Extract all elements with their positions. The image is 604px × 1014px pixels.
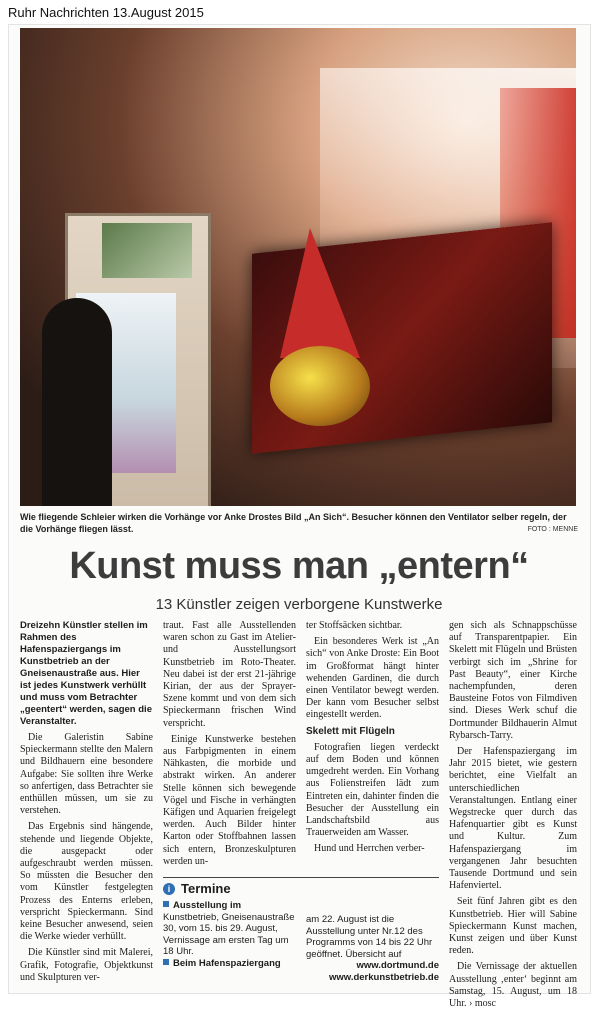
link-kunstbetrieb[interactable]: www.derkunstbetrieb.de — [329, 971, 439, 983]
bullet-square-icon — [163, 901, 169, 907]
paragraph: Die Künstler sind mit Malerei, Grafik, Fotografie, Objektkunst und Skulpturen ver- — [20, 947, 153, 983]
masthead: Ruhr Nachrichten 13.August 2015 — [8, 5, 204, 20]
events-right — [306, 914, 439, 983]
paragraph: Die Vernissage der aktuellen Ausstellung ‚enter‘ beginnt am Samstag, 15. August, um 18 Uhr. › mosc — [449, 961, 577, 1010]
article-column-3 — [306, 620, 439, 878]
link-dortmund[interactable]: www.dortmund.de — [356, 960, 439, 971]
article-column-2 — [163, 620, 296, 878]
paragraph: Fotografien liegen verdeckt auf dem Boden und können umgedreht werden. Ein Vorhang aus Folienstreifen lädt zum Eintreten ein, dahinter finden die Besucher der Ausstellung ein Landschaftsbild aus Trauerweiden am Wasser. — [306, 741, 439, 839]
paragraph: ter Stoffsäcken sichtbar. — [306, 620, 403, 631]
event-item — [163, 900, 299, 958]
event-item-text: Kunstbetrieb, Gneisenaustraße 30, vom 15. bis 29. August, Vernissage am ersten Tag um 18 Uhr. — [163, 911, 295, 957]
paragraph: Einige Kunstwerke bestehen aus Farbpigmenten in einem Nähkasten, die morbide und abstrakt wirken. An anderer Stelle können sich bewegende Vögel und Fische in verhängten Käfigen und Aquarien freigelegt werden. Auch Bilder hinter Karton oder Stoffbahnen lassen sich entern, Bronzeskulpturen werden un- — [163, 733, 296, 867]
event-item-bold: Ausstellung im — [173, 900, 242, 911]
article-column-4 — [449, 620, 577, 1014]
event-item-bold: Beim Hafenspaziergang — [173, 957, 281, 969]
paragraph: Die Galeristin Sabine Spieckermann stellte den Malern und Bildhauern eine besondere Aufgabe: Sie sollten ihre Werke so anfertigen, dass Betrachter sie enthüllen müssen, um sie zu verstehen. — [20, 732, 153, 817]
paragraph: traut. Fast alle Ausstellenden waren schon zu Gast im Atelier- und Ausstellungsort Kunstbetrieb im Roto-Theater. Neu dabei ist der erst 21-jährige Kirian, der aus der Sprayer-Szene kommt und von dem sich Spieckermann frischen Wind verspricht. — [163, 620, 296, 729]
events-title-row — [163, 881, 439, 896]
events-title: Termine — [181, 881, 231, 896]
info-icon: i — [163, 883, 175, 895]
section-subheading: Skelett mit Flügeln — [306, 725, 395, 737]
paragraph: Hund und Herrchen verber- — [314, 843, 425, 855]
event-item-text: am 22. August ist die Ausstellung unter Nr.12 des Programms von 14 bis 22 Uhr geöffnet. Übersicht auf — [306, 914, 433, 960]
paragraph: Das Ergebnis sind hängende, stehende und liegende Objekte, die ausgepackt oder aufgeschraubt werden müssen. So müssten die Besucher den vom Künstler festgelegten Prozess des Enterns erleben, verspricht Spieckermann. Sind keine Besucher anwesend, seien die Werke wieder verhüllt. — [20, 821, 153, 943]
events-left — [163, 900, 299, 969]
paragraph: Seit fünf Jahren gibt es den Kunstbetrieb. Hier will Sabine Spieckermann Kunst machen, Kunst zeigen und über Kunst reden. — [449, 896, 577, 957]
headline: Kunst muss man „entern“ — [69, 545, 529, 587]
bullet-square-icon — [163, 959, 169, 965]
photo-caption: Wie fliegende Schleier wirken die Vorhänge vor Anke Drostes Bild „An Sich“. Besucher können den Ventilator selber regeln, der die Vorhänge fliegen lässt. — [20, 512, 567, 534]
article-photo — [20, 28, 576, 506]
visitor-silhouette — [42, 298, 112, 506]
yellow-boat-shape — [270, 346, 370, 426]
photo-credit: FOTO : MENNE — [527, 526, 578, 533]
event-item — [163, 958, 299, 970]
door-window-shape — [102, 223, 192, 278]
subheadline: 13 Künstler zeigen verborgene Kunstwerke — [155, 596, 443, 613]
article-column-1 — [20, 620, 153, 988]
paragraph: gen sich als Schnappschüsse auf Transparentpapier. Ein Skelett mit Flügeln und Brüsten verbirgt sich im „Shrine for Past Beauty“, einer Kirche nachempfunden, deren Bausteine Fotos von Filmdiven sind. Dieses Werk schuf die Dortmunder Bildhauerin Almut Rybarsch-Tarry. — [449, 620, 577, 741]
lead-paragraph: Dreizehn Künstler stellen im Rahmen des Hafenspaziergangs im Kunstbetrieb an der Gneisenaustraße aus. Hier ist jedes Kunstwerk verhüllt und muss vom Betrachter „geentert“ werden, sagen die Veranstalter. — [20, 620, 152, 727]
paragraph: Ein besonderes Werk ist „An sich“ von Anke Droste: Ein Boot im Großformat hängt hinter wehenden Gardinen, die durch einen Ventilator bewegt werden. Der kann vom Besucher selbst eingestellt werden. — [306, 636, 439, 721]
paragraph: Der Hafenspaziergang im Jahr 2015 bietet, wie gestern berichtet, eine Vielfalt an unterschiedlichen Veranstaltungen. Entlang einer Wegstrecke quer durch das Hafenquartier gibt es Kunst und Kultur. Zum Hafenspaziergang im vergangenen Jahr besuchten Tausende Dortmund und sein Hafenviertel. — [449, 746, 577, 892]
events-box — [163, 877, 439, 983]
red-sail-shape — [280, 228, 360, 358]
